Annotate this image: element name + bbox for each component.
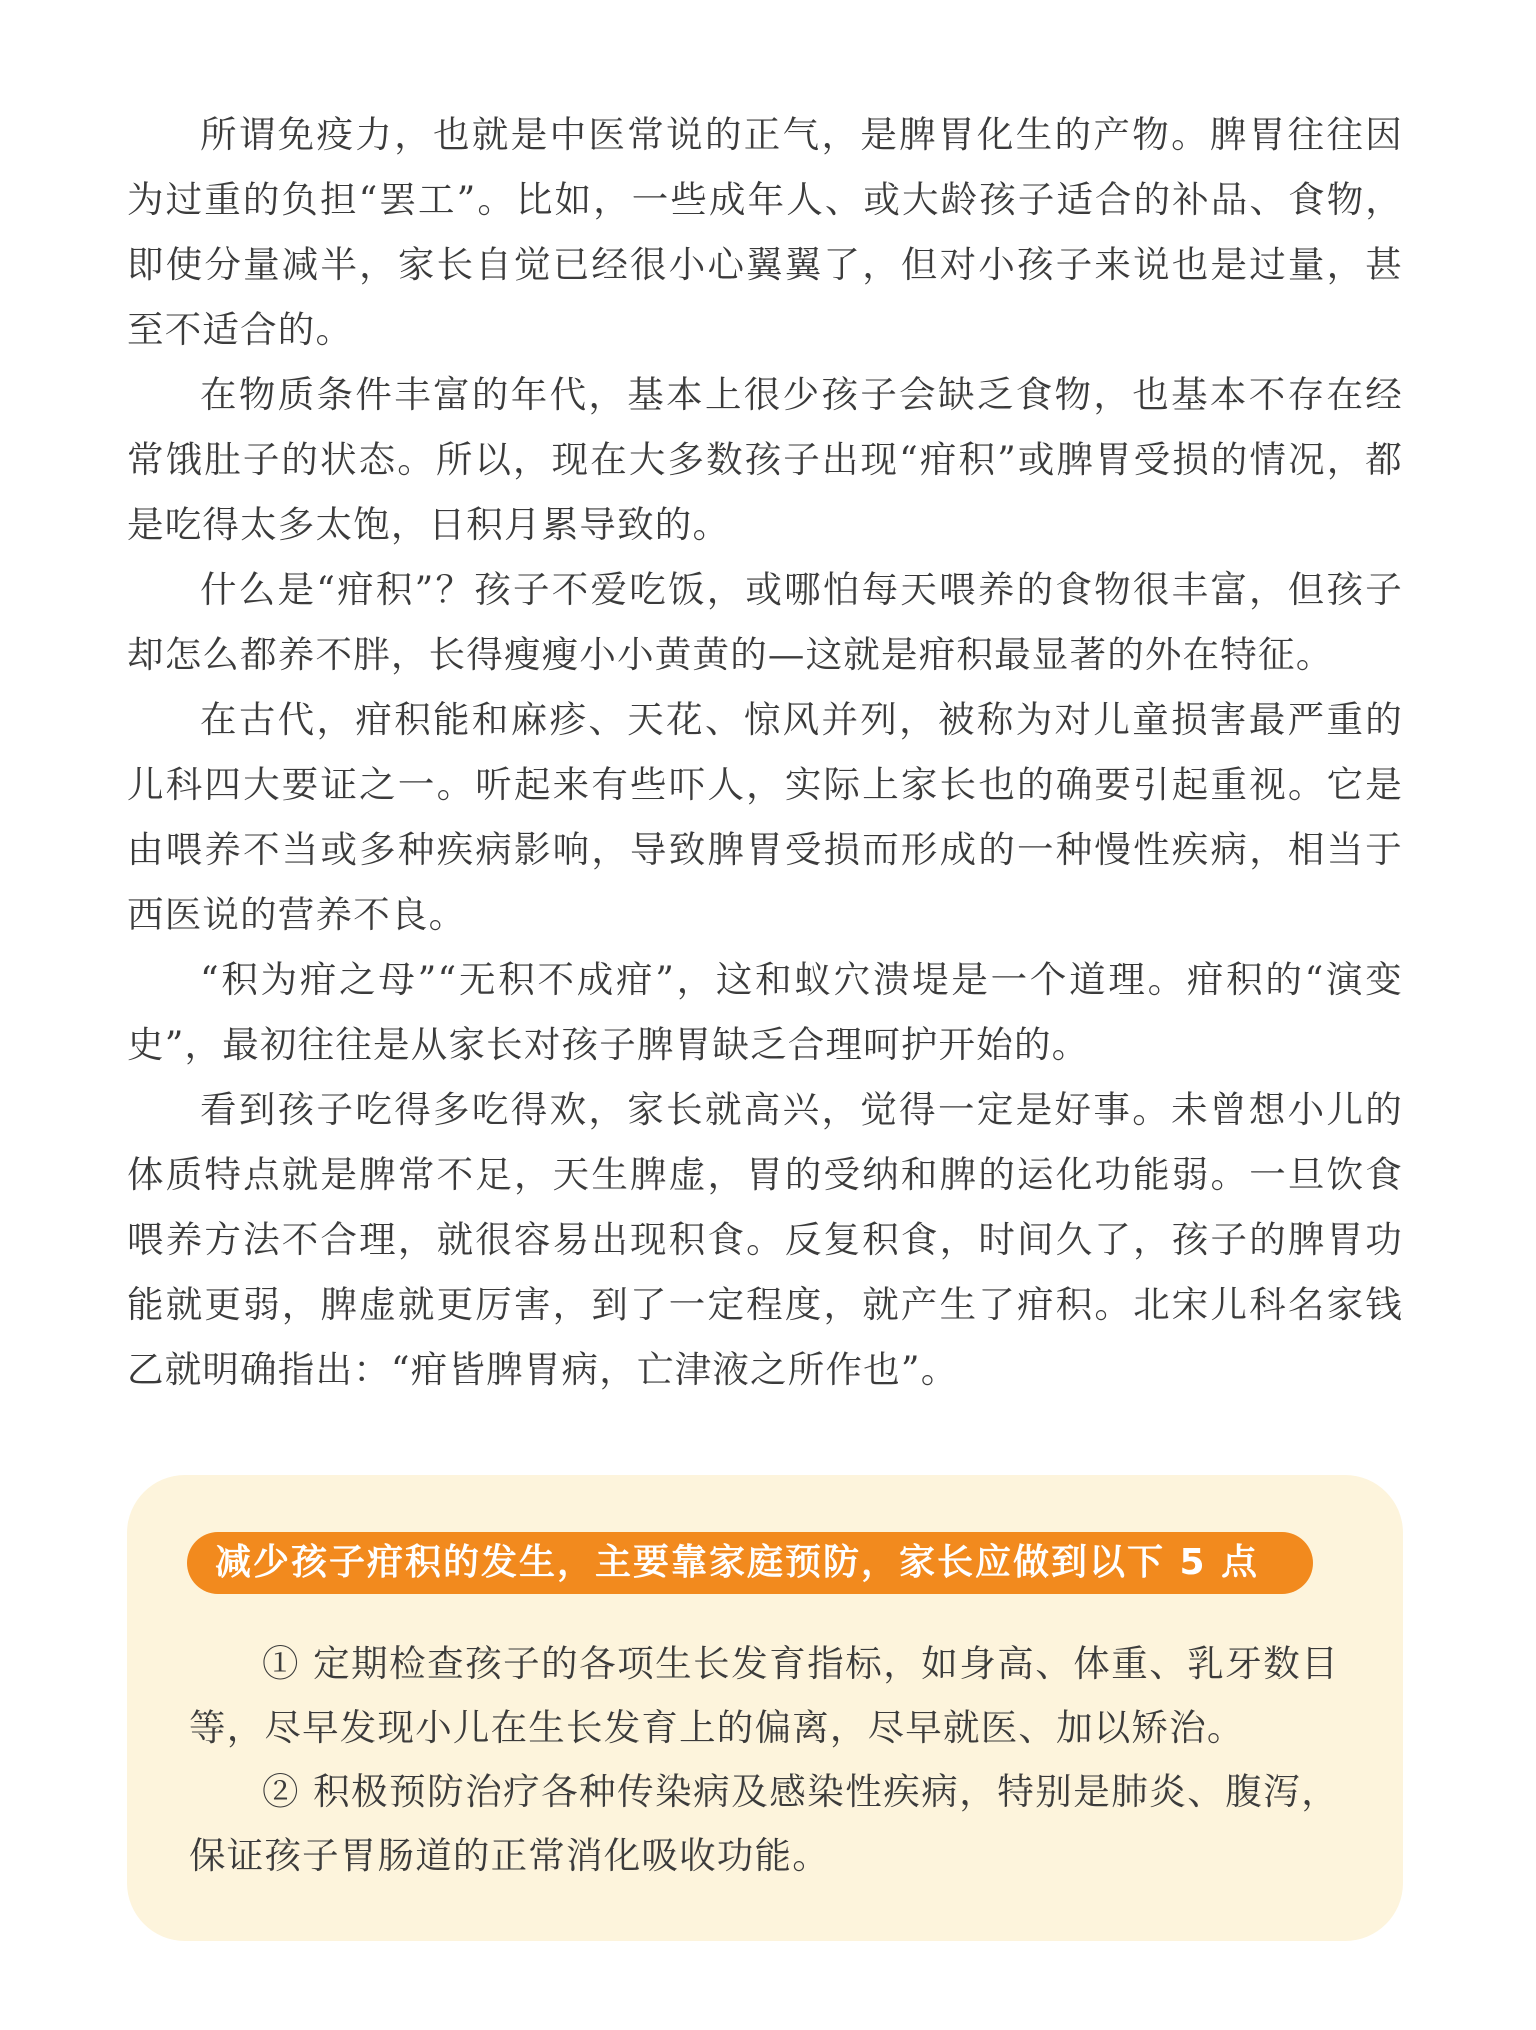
tip-item-2: ② 积极预防治疗各种传染病及感染性疾病，特别是肺炎、腹泻，保证孩子胃肠道的正常消化吸收功能。 — [189, 1770, 1339, 1877]
paragraph-evolution: “积为疳之母”“无积不成疳”，这和蚁穴溃堤是一个道理。疳积的“演变史”，最初往往是从家长对孩子脾胃缺乏合理呵护开始的。 — [127, 958, 1403, 1066]
tip-item-1: ① 定期检查孩子的各项生长发育指标，如身高、体重、乳牙数目等，尽早发现小儿在生长发育上的偏离，尽早就医、加以矫治。 — [189, 1642, 1339, 1749]
paragraph-what-is-ganji: 什么是“疳积”？孩子不爱吃饭，或哪怕每天喂养的食物很丰富，但孩子却怎么都养不胖，长得瘦瘦小小黄黄的—这就是疳积最显著的外在特征。 — [127, 568, 1403, 676]
prevention-tips-box — [127, 1475, 1403, 1941]
tips-heading-banner: 减少孩子疳积的发生，主要靠家庭预防，家长应做到以下 5 点 — [187, 1532, 1313, 1594]
paragraph-spleen-weakness: 看到孩子吃得多吃得欢，家长就高兴，觉得一定是好事。未曾想小儿的体质特点就是脾常不足，天生脾虚，胃的受纳和脾的运化功能弱。一旦饮食喂养方法不合理，就很容易出现积食。反复积食，时间久了，孩子的脾胃功能就更弱，脾虚就更厉害，到了一定程度，就产生了疳积。北宋儿科名家钱乙就明确指出：“疳皆脾胃病，亡津液之所作也”。 — [127, 1088, 1403, 1391]
paragraph-abundance-era: 在物质条件丰富的年代，基本上很少孩子会缺乏食物，也基本不存在经常饿肚子的状态。所以，现在大多数孩子出现“疳积”或脾胃受损的情况，都是吃得太多太饱，日积月累导致的。 — [127, 373, 1403, 546]
tips-list — [189, 1632, 1339, 1888]
main-text-body — [127, 102, 1403, 1402]
paragraph-immunity: 所谓免疫力，也就是中医常说的正气，是脾胃化生的产物。脾胃往往因为过重的负担“罢工”。比如，一些成年人、或大龄孩子适合的补品、食物，即使分量减半，家长自觉已经很小心翼翼了，但对小孩子来说也是过量，甚至不适合的。 — [127, 113, 1403, 351]
paragraph-ancient-times: 在古代，疳积能和麻疹、天花、惊风并列，被称为对儿童损害最严重的儿科四大要证之一。听起来有些吓人，实际上家长也的确要引起重视。它是由喂养不当或多种疾病影响，导致脾胃受损而形成的一种慢性疾病，相当于西医说的营养不良。 — [127, 698, 1403, 936]
